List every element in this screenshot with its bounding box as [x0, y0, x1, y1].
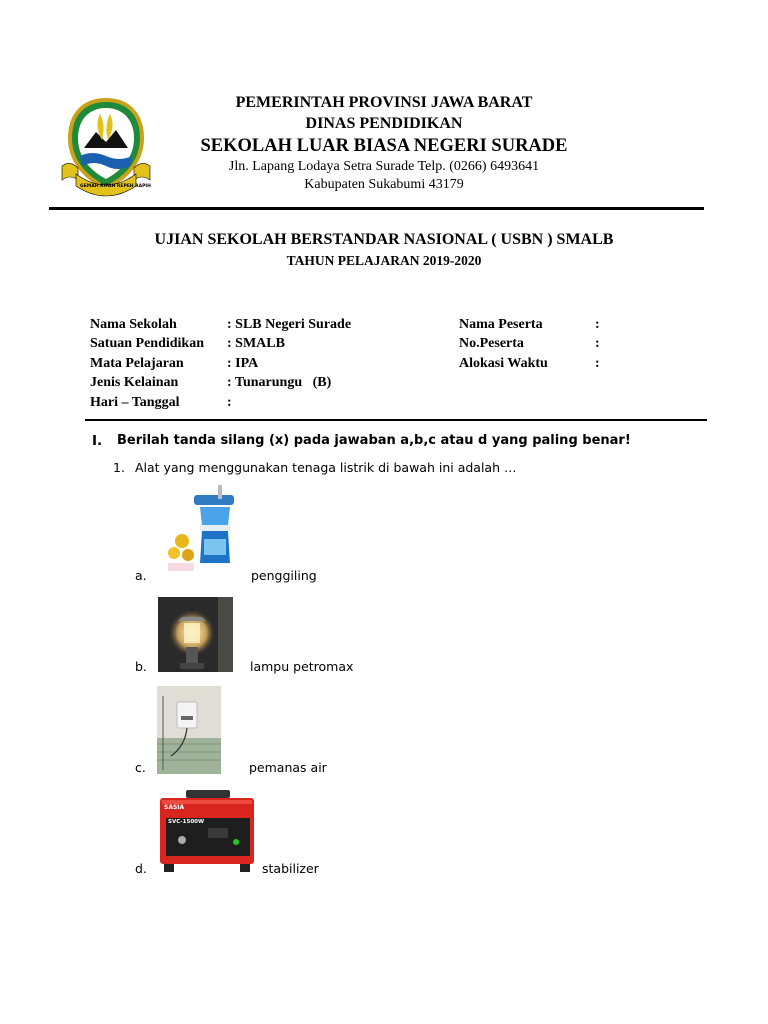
- letterhead-divider: [49, 207, 704, 210]
- stabilizer-brand: SASIA: [164, 804, 185, 811]
- letterhead-department: DINAS PENDIDIKAN: [305, 115, 463, 132]
- letterhead-address: Jln. Lapang Lodaya Setra Surade Telp. (0266) 6493641: [228, 159, 540, 174]
- info-value-date: :: [227, 395, 232, 410]
- info-label-school: Nama Sekolah: [90, 317, 177, 332]
- info-label-subject: Mata Pelajaran: [90, 356, 184, 371]
- info-label-participant-name: Nama Peserta: [459, 317, 543, 332]
- option-d-image: [156, 788, 259, 878]
- option-d-letter[interactable]: d.: [135, 861, 147, 876]
- letterhead-city: Kabupaten Sukabumi 43179: [304, 177, 464, 192]
- info-value-participant-number: :: [595, 336, 600, 351]
- question-text: Alat yang menggunakan tenaga listrik di bawah ini adalah …: [135, 460, 517, 475]
- info-label-participant-number: No.Peserta: [459, 336, 524, 351]
- option-a-label[interactable]: penggiling: [251, 568, 317, 583]
- info-label-unit: Satuan Pendidikan: [90, 336, 204, 351]
- stabilizer-model: SVC-1500W: [168, 819, 205, 825]
- option-c-label[interactable]: pemanas air: [249, 760, 327, 775]
- section-instruction: Berilah tanda silang (x) pada jawaban a,b,c atau d yang paling benar!: [117, 433, 631, 448]
- info-value-school: : SLB Negeri Surade: [227, 317, 352, 332]
- info-label-time-allocation: Alokasi Waktu: [459, 356, 548, 371]
- option-b-label[interactable]: lampu petromax: [250, 659, 354, 674]
- info-row: [90, 317, 177, 333]
- option-b-letter[interactable]: b.: [135, 659, 147, 674]
- question-number: 1.: [113, 460, 125, 475]
- info-value-unit: : SMALB: [227, 336, 285, 351]
- info-value-time-allocation: :: [595, 356, 600, 371]
- info-label-disability: Jenis Kelainan: [90, 375, 179, 390]
- option-c-image: [157, 686, 221, 774]
- section-number: I.: [92, 433, 103, 449]
- exam-year: TAHUN PELAJARAN 2019-2020: [286, 253, 482, 268]
- option-b-image: [158, 597, 233, 672]
- letterhead-school-name: SEKOLAH LUAR BIASA NEGERI SURADE: [200, 136, 568, 156]
- info-label-date: Hari – Tanggal: [90, 395, 180, 410]
- option-a-letter[interactable]: a.: [135, 568, 147, 583]
- option-c-letter[interactable]: c.: [135, 760, 146, 775]
- info-divider: [85, 419, 707, 421]
- logo-motto: GEMAH RIPAH REPEH RAPIH: [80, 184, 151, 189]
- letterhead-province: PEMERINTAH PROVINSI JAWA BARAT: [235, 94, 533, 111]
- info-value-participant-name: :: [595, 317, 600, 332]
- info-value-subject: : IPA: [227, 356, 259, 371]
- option-a-image: [160, 485, 250, 573]
- exam-title: UJIAN SEKOLAH BERSTANDAR NASIONAL ( USBN ) SMALB: [154, 231, 614, 248]
- info-value-disability: : Tunarungu (B): [227, 375, 332, 390]
- option-d-label[interactable]: stabilizer: [262, 861, 319, 876]
